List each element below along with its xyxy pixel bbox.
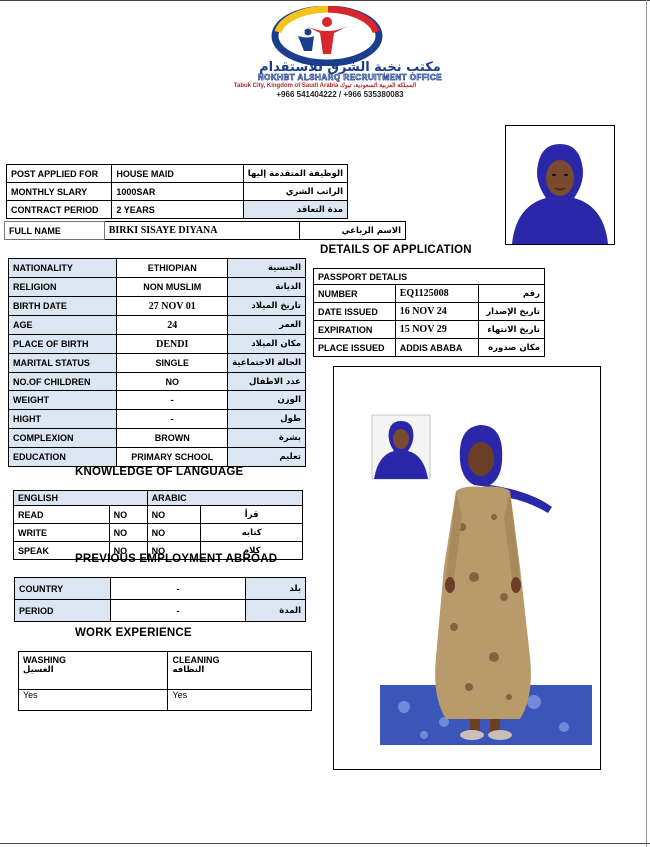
- personal-row: [9, 354, 306, 373]
- personal-row: [9, 335, 306, 354]
- country-value: -: [110, 578, 245, 600]
- personal-value: ETHIOPIAN: [117, 259, 228, 278]
- page-bottom-border: [0, 843, 650, 844]
- passport-label: EXPIRATION: [314, 321, 396, 339]
- full-name-label: FULL NAME: [5, 222, 105, 240]
- full-body-photo: [333, 366, 601, 770]
- personal-label-ar: الوزن: [228, 391, 306, 410]
- passport-table: [313, 268, 545, 357]
- country-label: COUNTRY: [15, 578, 111, 600]
- cleaning-value: Yes: [168, 690, 312, 711]
- passport-label: NUMBER: [314, 285, 396, 303]
- personal-label: NATIONALITY: [9, 259, 117, 278]
- job-table: [6, 164, 348, 219]
- passport-label-ar: مكان صدوره: [479, 339, 545, 357]
- language-arabic-value: NO: [147, 542, 201, 560]
- personal-value: PRIMARY SCHOOL: [117, 448, 228, 467]
- contract-label: CONTRACT PERIOD: [7, 201, 112, 219]
- language-skill: SPEAK: [14, 542, 110, 560]
- personal-label-ar: عدد الاطفال: [228, 373, 306, 391]
- cleaning-label-ar: النظافه: [172, 665, 205, 675]
- language-col-arabic: ARABIC: [147, 491, 302, 506]
- personal-label: EDUCATION: [9, 448, 117, 467]
- personal-row: [9, 316, 306, 335]
- passport-row: [314, 321, 545, 339]
- cleaning-cell: [168, 652, 312, 690]
- personal-label-ar: الجنسية: [228, 259, 306, 278]
- personal-row: [9, 297, 306, 316]
- personal-label: NO.OF CHILDREN: [9, 373, 117, 391]
- post-label: POST APPLIED FOR: [7, 165, 112, 183]
- personal-label-ar: مكان الميلاد: [228, 335, 306, 354]
- page-right-border: [646, 0, 647, 847]
- passport-label-ar: رقم: [479, 285, 545, 303]
- personal-label-ar: الديانة: [228, 278, 306, 297]
- post-value: HOUSE MAID: [112, 165, 243, 183]
- portrait-photo: [505, 125, 615, 245]
- personal-label-ar: تاريخ الميلاد: [228, 297, 306, 316]
- language-arabic-value: NO: [147, 524, 201, 542]
- language-table: [13, 490, 303, 560]
- personal-label-ar: بشرة: [228, 429, 306, 448]
- personal-label-ar: طول: [228, 410, 306, 429]
- period-value: -: [110, 600, 245, 622]
- passport-row: [314, 285, 545, 303]
- employment-table: [14, 577, 306, 622]
- personal-label: COMPLEXION: [9, 429, 117, 448]
- washing-cell: [19, 652, 168, 690]
- work-table: [18, 651, 312, 711]
- page-top-border: [0, 0, 650, 1]
- personal-row: [9, 448, 306, 467]
- language-skill-ar: كلام: [201, 542, 303, 560]
- passport-label-ar: تاريخ الإصدار: [479, 303, 545, 321]
- details-title: DETAILS OF APPLICATION: [320, 244, 472, 256]
- language-skill: READ: [14, 506, 110, 524]
- personal-label: WEIGHT: [9, 391, 117, 410]
- employment-title: PREVIOUS EMPLOYMENT ABROAD: [75, 553, 278, 565]
- work-title: WORK EXPERIENCE: [75, 627, 192, 639]
- language-row: [14, 524, 303, 542]
- cleaning-label: CLEANING: [172, 655, 220, 665]
- personal-label: HIGHT: [9, 410, 117, 429]
- personal-row: [9, 410, 306, 429]
- contract-label-ar: مدة التعاقد: [243, 201, 347, 219]
- personal-label: PLACE OF BIRTH: [9, 335, 117, 354]
- salary-value: 1000SAR: [112, 183, 243, 201]
- personal-value: 27 NOV 01: [117, 297, 228, 316]
- personal-row: [9, 259, 306, 278]
- personal-value: 24: [117, 316, 228, 335]
- personal-row: [9, 373, 306, 391]
- washing-value: Yes: [19, 690, 168, 711]
- language-english-value: NO: [109, 542, 147, 560]
- language-arabic-value: NO: [147, 506, 201, 524]
- office-logo-icon: [268, 6, 386, 66]
- contract-value: 2 YEARS: [112, 201, 243, 219]
- personal-label: AGE: [9, 316, 117, 335]
- period-label: PERIOD: [15, 600, 111, 622]
- language-row: [14, 506, 303, 524]
- full-name-label-ar: الاسم الرباعي: [300, 222, 406, 240]
- passport-label: PLACE ISSUED: [314, 339, 396, 357]
- post-label-ar: الوظيفة المتقدمة إليها: [243, 165, 347, 183]
- language-skill-ar: كتابه: [201, 524, 303, 542]
- personal-row: [9, 391, 306, 410]
- personal-label: RELIGION: [9, 278, 117, 297]
- passport-value: 16 NOV 24: [395, 303, 478, 321]
- salary-label-ar: الراتب الشري: [243, 183, 347, 201]
- passport-value: ADDIS ABABA: [395, 339, 478, 357]
- passport-row: [314, 303, 545, 321]
- passport-value: 15 NOV 29: [395, 321, 478, 339]
- period-label-ar: المدة: [246, 600, 306, 622]
- personal-label-ar: الحالة الاجتماعية: [228, 354, 306, 373]
- passport-label-ar: تاريخ الانتهاء: [479, 321, 545, 339]
- personal-value: BROWN: [117, 429, 228, 448]
- language-english-value: NO: [109, 506, 147, 524]
- personal-value: SINGLE: [117, 354, 228, 373]
- language-title: KNOWLEDGE OF LANGUAGE: [75, 466, 244, 478]
- personal-label: MARITAL STATUS: [9, 354, 117, 373]
- language-col-english: ENGLISH: [14, 491, 148, 506]
- language-skill: WRITE: [14, 524, 110, 542]
- personal-value: DENDI: [117, 335, 228, 354]
- personal-value: NON MUSLIM: [117, 278, 228, 297]
- passport-row: [314, 339, 545, 357]
- personal-label: BIRTH DATE: [9, 297, 117, 316]
- personal-details-table: [8, 258, 306, 467]
- passport-value: EQ1125008: [395, 285, 478, 303]
- office-name-english: NOKHBT ALSHARQ RECRUITMENT OFFICE: [257, 73, 443, 82]
- salary-label: MONTHLY SLARY: [7, 183, 112, 201]
- washing-label: WASHING: [23, 655, 67, 665]
- full-name-value: BIRKI SISAYE DIYANA: [104, 222, 299, 240]
- full-name-table: [4, 221, 406, 240]
- personal-value: NO: [117, 373, 228, 391]
- office-address: Tabuk City, Kingdom of Saudi Arabia المملكة العربية السعودية، تبوك: [233, 83, 417, 89]
- language-english-value: NO: [109, 524, 147, 542]
- washing-label-ar: الغسيل: [23, 665, 54, 675]
- personal-label-ar: العمر: [228, 316, 306, 335]
- passport-title: PASSPORT DETALIS: [314, 269, 545, 285]
- country-label-ar: بلد: [246, 578, 306, 600]
- personal-row: [9, 278, 306, 297]
- passport-label: DATE ISSUED: [314, 303, 396, 321]
- personal-row: [9, 429, 306, 448]
- personal-label-ar: تعليم: [228, 448, 306, 467]
- office-name-arabic: مكتب نخبة الشرق للاستقدام: [259, 60, 441, 75]
- office-phones: +966 541404222 / +966 535380083: [276, 90, 404, 99]
- personal-value: -: [117, 391, 228, 410]
- language-skill-ar: قرأ: [201, 506, 303, 524]
- personal-value: -: [117, 410, 228, 429]
